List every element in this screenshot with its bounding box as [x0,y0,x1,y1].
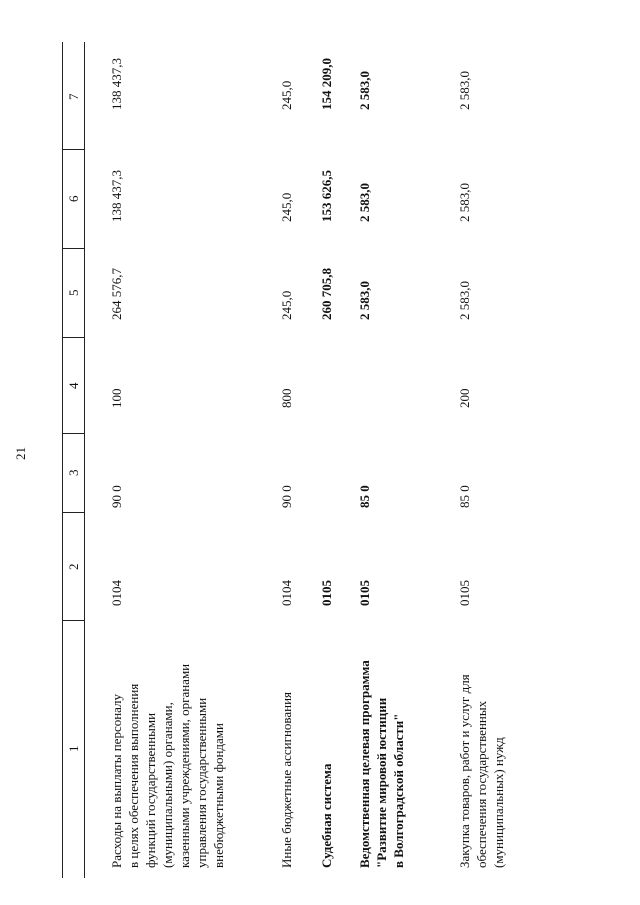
row-1-c4: 800 [279,388,294,408]
row-0-name-line: казенными учреждениями, органами [177,663,192,868]
header-column-separator [62,512,84,513]
row-3-c5: 2 583,0 [357,281,372,320]
row-3-c7: 2 583,0 [357,71,372,110]
header-column-separator [62,337,84,338]
table-top-rule [62,42,63,878]
page-number: 21 [13,447,28,460]
row-1-c5: 245,0 [279,290,294,320]
row-0-name-line: (муниципальными) органами, [160,702,175,868]
header-cell-5: 5 [66,289,81,296]
header-cell-4: 4 [66,382,81,389]
row-1-c6: 245,0 [279,192,294,222]
header-column-separator [62,620,84,621]
row-2-c2: 0105 [319,580,334,606]
row-3-name-line: "Развитие мировой юстиции [374,697,389,868]
row-0-name-line: в целях обеспечения выполнения [126,683,141,868]
row-0-c5: 264 576,7 [109,268,124,320]
header-column-separator [62,248,84,249]
row-1-c7: 245,0 [279,80,294,110]
row-4-c2: 0105 [457,580,472,606]
header-cell-3: 3 [66,469,81,476]
row-3-c6: 2 583,0 [357,183,372,222]
row-0-c7: 138 437,3 [109,58,124,110]
row-0-name-line: Расходы на выплаты персоналу [109,693,124,868]
header-column-separator [62,433,84,434]
row-0-c3: 90 0 [109,485,124,508]
row-4-c7: 2 583,0 [457,71,472,110]
row-4-c5: 2 583,0 [457,281,472,320]
row-1-c2: 0104 [279,580,294,606]
row-0-c6: 138 437,3 [109,170,124,222]
row-1-c3: 90 0 [279,485,294,508]
row-2-name-line: Судебная система [319,763,334,868]
row-2-c7: 154 209,0 [319,58,334,110]
header-cell-7: 7 [66,93,81,100]
row-0-name-line: внебюджетными фондами [211,723,226,868]
row-1-name-line: Иные бюджетные ассигнования [279,691,294,868]
header-column-separator [62,149,84,150]
header-cell-2: 2 [66,563,81,570]
row-3-c2: 0105 [357,580,372,606]
row-3-name-line: в Волгоградской области" [391,713,406,868]
header-cell-6: 6 [66,195,81,202]
table-header-rule [84,42,85,878]
row-0-name-line: управления государственными [194,697,209,868]
row-0-c2: 0104 [109,580,124,606]
row-2-c6: 153 626,5 [319,170,334,222]
header-cell-1: 1 [66,745,81,752]
row-0-name-line: функций государственными [143,712,158,868]
row-2-c5: 260 705,8 [319,268,334,320]
row-4-c6: 2 583,0 [457,183,472,222]
row-4-c3: 85 0 [457,485,472,508]
row-0-c4: 100 [109,388,124,408]
row-4-name-line: обеспечения государственных [474,700,489,868]
row-3-c3: 85 0 [357,485,372,508]
row-4-c4: 200 [457,388,472,408]
row-4-name-line: (муниципальных) нужд [491,737,506,868]
row-3-name-line: Ведомственная целевая программа [357,660,372,868]
row-4-name-line: Закупка товаров, работ и услуг для [457,674,472,868]
